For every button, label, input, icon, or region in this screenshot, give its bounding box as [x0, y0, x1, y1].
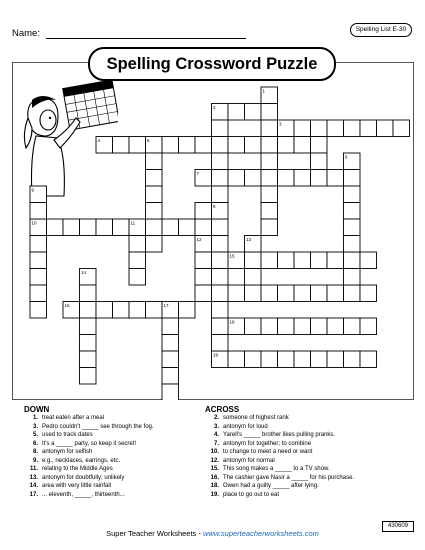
clue-text: Yarell's _____ brother likes pulling pranks.: [223, 432, 336, 438]
clue-text: place to go out to eat: [223, 491, 280, 498]
grid-cell[interactable]: [179, 219, 196, 236]
grid-cell[interactable]: [162, 384, 179, 400]
grid-cell[interactable]: [311, 170, 328, 187]
grid-cell[interactable]: [228, 104, 245, 121]
grid-cell[interactable]: [146, 170, 163, 187]
clue-text: antonym for selfish: [42, 449, 93, 455]
grid-cell[interactable]: [245, 285, 262, 302]
grid-cell[interactable]: [327, 170, 344, 187]
grid-cell[interactable]: [360, 318, 377, 335]
grid-cell[interactable]: [278, 285, 295, 302]
grid-cell[interactable]: [146, 186, 163, 203]
clue-number: 8.: [32, 449, 38, 455]
grid-cell[interactable]: [162, 335, 179, 352]
grid-cell[interactable]: [327, 120, 344, 137]
grid-cell[interactable]: [228, 351, 245, 368]
grid-cell[interactable]: [113, 137, 130, 154]
grid-cell[interactable]: [212, 302, 229, 319]
grid-cell[interactable]: [212, 318, 229, 335]
grid-cell[interactable]: [311, 120, 328, 137]
grid-cell[interactable]: [360, 285, 377, 302]
grid-cell[interactable]: [80, 351, 97, 368]
worksheet-code: 430609: [382, 521, 414, 532]
grid-cell[interactable]: [212, 269, 229, 286]
across-clue: [205, 414, 410, 423]
grid-cell[interactable]: [294, 318, 311, 335]
clue-text: ... eleventh, _____, thirteenth...: [42, 491, 125, 498]
clue-text: used to track dates: [42, 432, 93, 438]
cell-number: 18: [229, 319, 235, 325]
cell-number: 16: [64, 303, 70, 308]
grid-cell[interactable]: [294, 170, 311, 187]
cell-number: 12: [196, 237, 202, 242]
grid-cell[interactable]: [261, 318, 278, 335]
clue-text: antonym for doubtfully; unlikely: [42, 474, 125, 481]
grid-cell[interactable]: [344, 252, 361, 269]
grid-cell[interactable]: [195, 285, 212, 302]
grid-cell[interactable]: [212, 153, 229, 170]
down-clue: [24, 465, 209, 474]
grid-cell[interactable]: [393, 120, 410, 137]
grid-cell[interactable]: [162, 351, 179, 368]
clue-text: antonym for normal: [223, 457, 275, 464]
grid-cell[interactable]: [344, 269, 361, 286]
across-clue: [205, 440, 410, 449]
grid-cell[interactable]: [278, 318, 295, 335]
clue-text: antonym for loud: [223, 423, 268, 430]
grid-cell[interactable]: [344, 318, 361, 335]
clue-number: 18.: [210, 483, 219, 489]
grid-cell[interactable]: [311, 252, 328, 269]
down-clue-list: [24, 414, 209, 499]
clue-text: It's a _____ party, so keep it secret!: [42, 440, 137, 447]
across-clue: [205, 457, 410, 466]
grid-cell[interactable]: [294, 351, 311, 368]
cell-number: 1: [262, 88, 266, 94]
across-clue: [205, 491, 410, 500]
cell-number: 10: [31, 220, 37, 226]
grid-cell[interactable]: [360, 120, 377, 137]
grid-cell[interactable]: [278, 170, 295, 187]
clue-text: This song makes a _____ to a TV show.: [223, 466, 330, 472]
grid-cell[interactable]: [212, 170, 229, 187]
clue-number: 12.: [210, 457, 219, 464]
footer-site-link[interactable]: www.superteacherworksheets.com: [202, 529, 319, 538]
grid-cell[interactable]: [261, 219, 278, 236]
cell-number: 5: [147, 138, 150, 143]
clue-number: 7.: [213, 440, 219, 447]
grid-cell[interactable]: [212, 285, 229, 302]
grid-cell[interactable]: [344, 285, 361, 302]
clue-text: Owen had a guilty _____ after lying.: [223, 483, 319, 489]
grid-cell[interactable]: [344, 186, 361, 203]
grid-cell[interactable]: [294, 120, 311, 137]
grid-cell[interactable]: [212, 186, 229, 203]
down-heading: DOWN: [24, 405, 50, 414]
cell-number: 9: [31, 187, 35, 193]
grid-cell[interactable]: [113, 219, 130, 236]
across-clue-list: [205, 414, 410, 499]
down-clue: [24, 482, 209, 491]
down-clue: [24, 474, 209, 483]
clue-text: someone of highest rank: [223, 415, 289, 421]
down-clue: [24, 414, 209, 423]
grid-cell[interactable]: [113, 302, 130, 319]
grid-cell[interactable]: [327, 285, 344, 302]
grid-cell[interactable]: [360, 351, 377, 368]
cell-number: 13: [246, 237, 252, 242]
footer-brand: Super Teacher Worksheets: [106, 529, 197, 538]
spelling-list-badge: Spelling List E-30: [350, 23, 412, 37]
name-label: Name:: [12, 28, 40, 39]
grid-cell[interactable]: [162, 318, 179, 335]
grid-cell[interactable]: [195, 137, 212, 154]
grid-cell[interactable]: [377, 120, 394, 137]
clue-text: relating to the Middle Ages: [42, 466, 113, 472]
grid-cell[interactable]: [47, 219, 64, 236]
across-clue: [205, 423, 410, 432]
across-heading: ACROSS: [205, 405, 240, 414]
grid-cell[interactable]: [212, 236, 229, 253]
grid-cell[interactable]: [30, 285, 47, 302]
grid-cell[interactable]: [294, 137, 311, 154]
grid-cell[interactable]: [228, 137, 245, 154]
clue-number: 9.: [32, 457, 38, 464]
grid-cell[interactable]: [146, 203, 163, 220]
cell-number: 19: [213, 352, 219, 358]
grid-cell[interactable]: [30, 236, 47, 253]
across-clue: [205, 482, 410, 491]
clue-number: 6.: [32, 440, 38, 447]
grid-cell[interactable]: [344, 203, 361, 220]
grid-cell[interactable]: [261, 137, 278, 154]
grid-cell[interactable]: [278, 351, 295, 368]
grid-cell[interactable]: [245, 269, 262, 286]
grid-cell[interactable]: [261, 203, 278, 220]
grid-cell[interactable]: [245, 104, 262, 121]
cell-number: 15: [229, 253, 235, 259]
grid-cell[interactable]: [179, 302, 196, 319]
grid-cell[interactable]: [146, 236, 163, 253]
down-clue: [24, 491, 209, 500]
clue-text: antonym for together; to combine: [223, 440, 312, 447]
clue-number: 4.: [213, 432, 219, 438]
grid-cell[interactable]: [261, 351, 278, 368]
clue-text: e.g., necklaces, earrings, etc.: [42, 457, 121, 464]
grid-cell[interactable]: [327, 252, 344, 269]
grid-cell[interactable]: [195, 219, 212, 236]
grid-cell[interactable]: [327, 351, 344, 368]
clue-number: 3.: [32, 423, 38, 430]
grid-cell[interactable]: [179, 137, 196, 154]
grid-cell[interactable]: [80, 335, 97, 352]
grid-cell[interactable]: [228, 285, 245, 302]
cell-number: 8: [213, 204, 216, 209]
clue-text: Pedro couldn't _____ see through the fog.: [42, 423, 154, 430]
across-clue: [205, 474, 410, 483]
across-clue: [205, 465, 410, 474]
cell-number: 6: [345, 154, 348, 160]
grid-cell[interactable]: [80, 368, 97, 385]
clue-number: 19.: [210, 491, 219, 498]
grid-cell[interactable]: [129, 137, 146, 154]
grid-cell[interactable]: [311, 351, 328, 368]
grid-cell[interactable]: [212, 137, 229, 154]
grid-cell[interactable]: [228, 170, 245, 187]
grid-cell[interactable]: [96, 302, 113, 319]
grid-cell[interactable]: [360, 252, 377, 269]
cell-number: 3: [279, 121, 282, 127]
cell-number: 11: [130, 220, 136, 226]
grid-cell[interactable]: [311, 137, 328, 154]
grid-cell[interactable]: [63, 219, 80, 236]
clue-text: treat eaten after a meal: [42, 415, 105, 421]
grid-cell[interactable]: [327, 318, 344, 335]
cell-number: 4: [97, 138, 101, 143]
grid-cell[interactable]: [146, 302, 163, 319]
grid-cell[interactable]: [245, 170, 262, 187]
grid-cell[interactable]: [30, 252, 47, 269]
cell-number: 7: [196, 171, 200, 176]
grid-cell[interactable]: [344, 120, 361, 137]
grid-cell[interactable]: [245, 137, 262, 154]
clue-number: 5.: [32, 432, 38, 438]
grid-cell[interactable]: [245, 252, 262, 269]
clue-number: 16.: [210, 474, 219, 481]
grid-cell[interactable]: [129, 236, 146, 253]
grid-cell[interactable]: [195, 203, 212, 220]
grid-cell[interactable]: [162, 219, 179, 236]
across-clue: [205, 448, 410, 457]
page-title: Spelling Crossword Puzzle: [88, 47, 336, 81]
grid-cell[interactable]: [80, 302, 97, 319]
grid-cell[interactable]: [311, 285, 328, 302]
grid-cell[interactable]: [30, 203, 47, 220]
footer-separator: -: [196, 529, 203, 538]
down-clue: [24, 431, 209, 440]
clue-number: 17.: [29, 491, 38, 498]
grid-cell[interactable]: [30, 302, 47, 319]
clue-number: 15.: [210, 466, 219, 472]
grid-cell[interactable]: [129, 269, 146, 286]
grid-cell[interactable]: [261, 170, 278, 187]
down-clue: [24, 440, 209, 449]
cell-number: 14: [81, 270, 87, 275]
grid-cell[interactable]: [195, 252, 212, 269]
cell-number: 2: [213, 105, 216, 110]
grid-cell[interactable]: [261, 186, 278, 203]
grid-cell[interactable]: [146, 219, 163, 236]
down-clues: [24, 405, 209, 499]
cell-number: 17: [163, 303, 169, 308]
grid-cell[interactable]: [278, 252, 295, 269]
grid-cell[interactable]: [245, 318, 262, 335]
clue-text: area with very little rainfall: [42, 483, 112, 489]
clue-text: The cashier gave Nasir a _____ for his purchase.: [223, 474, 355, 481]
grid-cell[interactable]: [344, 219, 361, 236]
clue-number: 14.: [29, 483, 38, 489]
grid-cell[interactable]: [261, 252, 278, 269]
grid-cell[interactable]: [344, 351, 361, 368]
grid-cell[interactable]: [294, 252, 311, 269]
grid-cell[interactable]: [261, 285, 278, 302]
grid-cell[interactable]: [212, 252, 229, 269]
grid-cell[interactable]: [96, 219, 113, 236]
grid-cell[interactable]: [311, 318, 328, 335]
grid-cell[interactable]: [294, 285, 311, 302]
grid-cell[interactable]: [261, 120, 278, 137]
clue-number: 10.: [210, 449, 219, 455]
grid-cell[interactable]: [80, 219, 97, 236]
grid-cell[interactable]: [245, 351, 262, 368]
grid-cell[interactable]: [212, 335, 229, 352]
down-clue: [24, 457, 209, 466]
grid-cell[interactable]: [278, 137, 295, 154]
grid-cell[interactable]: [261, 153, 278, 170]
grid-cell[interactable]: [344, 170, 361, 187]
clue-text: to change to meet a need or want: [223, 449, 313, 455]
grid-cell[interactable]: [212, 219, 229, 236]
clue-number: 2.: [213, 415, 219, 421]
grid-cell[interactable]: [195, 269, 212, 286]
grid-cell[interactable]: [30, 269, 47, 286]
across-clue: [205, 431, 410, 440]
clue-number: 3.: [213, 423, 219, 430]
down-clue: [24, 423, 209, 432]
clue-number: 13.: [29, 474, 38, 481]
grid-cell[interactable]: [344, 236, 361, 253]
grid-cell[interactable]: [146, 153, 163, 170]
clue-number: 1.: [32, 415, 38, 421]
grid-cell[interactable]: [162, 368, 179, 385]
grid-cell[interactable]: [261, 104, 278, 121]
footer: [0, 529, 425, 538]
grid-cell[interactable]: [80, 285, 97, 302]
grid-cell[interactable]: [129, 252, 146, 269]
grid-cell[interactable]: [311, 153, 328, 170]
grid-cell[interactable]: [129, 302, 146, 319]
grid-cell[interactable]: [212, 120, 229, 137]
down-clue: [24, 448, 209, 457]
across-clues: [205, 405, 410, 499]
clue-number: 11.: [29, 466, 38, 472]
grid-cell[interactable]: [162, 137, 179, 154]
grid-cell[interactable]: [80, 318, 97, 335]
